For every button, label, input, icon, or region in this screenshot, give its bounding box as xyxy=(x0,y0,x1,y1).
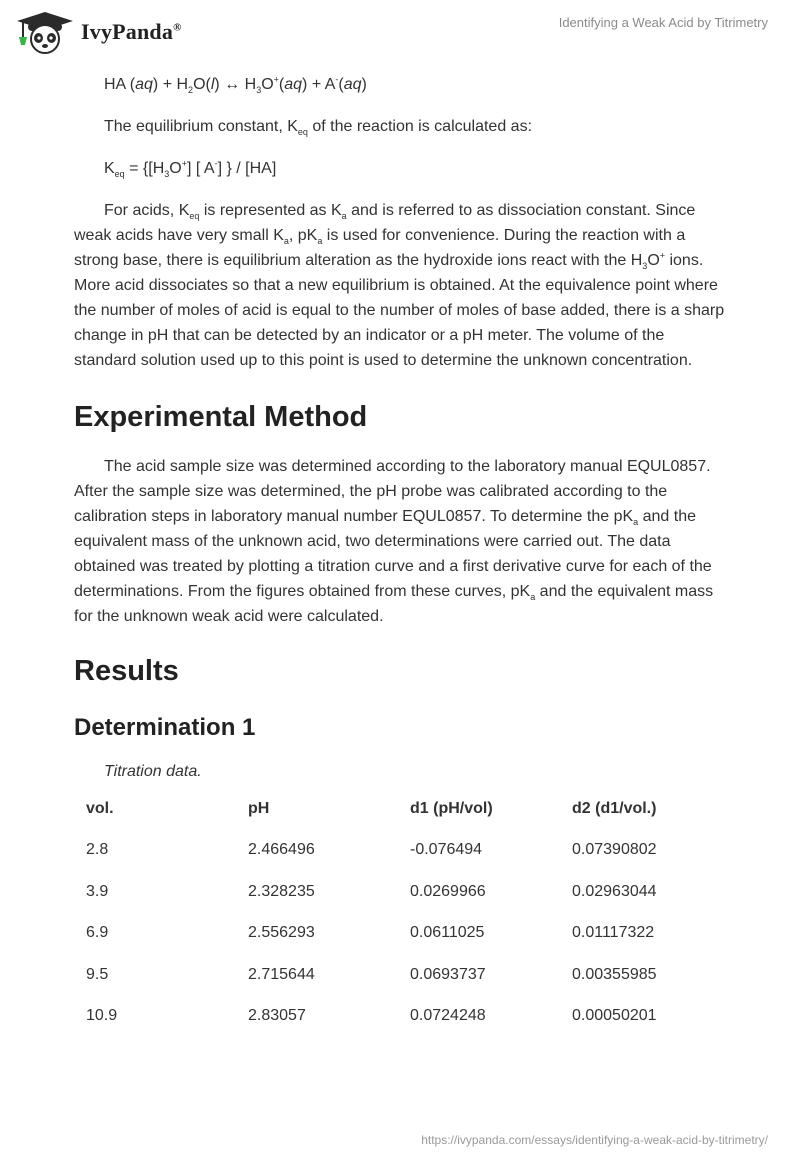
table-row xyxy=(74,830,724,872)
column-header: d1 (pH/vol) xyxy=(410,799,493,817)
table-row xyxy=(74,996,724,1038)
method-paragraph: The acid sample size was determined according to the laboratory manual EQUL0857. After the sample size was determined, the pH probe was calibrated according to the calibration steps in laboratory manual number EQUL0857. To determine the $pK_a$ and the equivalent mass of the unknown acid, two determinations were carried out. The data obtained was treated by plotting a titration curve and a first derivative curve for each of the determinations. From the figures obtained from these curves, $pK_a$ and the equivalent mass for the unknown weak acid were calculated. xyxy=(74,458,714,625)
table-cell: 0.0724248 xyxy=(410,1007,486,1025)
source-url-link[interactable]: https://ivypanda.com/essays/identifying-a-weak-acid-by-titrimetry/ xyxy=(421,1133,768,1147)
panda-logo-icon xyxy=(15,9,75,55)
table-cell: 0.02963044 xyxy=(572,882,657,900)
brand-name: IvyPanda® xyxy=(81,19,182,44)
column-header: pH xyxy=(248,799,270,817)
equilibrium-constant-text: The equilibrium constant, $K_{eq}$ of the reaction is calculated as: xyxy=(104,118,533,138)
document-title: Identifying a Weak Acid by Titrimetry xyxy=(558,15,768,30)
table-cell: 0.0693737 xyxy=(410,965,486,983)
heading-experimental-method: Experimental Method xyxy=(74,401,368,433)
table-row xyxy=(74,954,724,996)
table-cell: 2.715644 xyxy=(248,965,315,983)
table-cell: 9.5 xyxy=(86,965,109,983)
table-cell: 0.01117322 xyxy=(572,924,655,942)
heading-determination-1: Determination 1 xyxy=(74,714,256,741)
table-cell: 10.9 xyxy=(86,1007,118,1025)
table-cell: 6.9 xyxy=(86,924,109,942)
table-cell: 0.00050201 xyxy=(572,1007,657,1025)
table-cell: 0.0269966 xyxy=(410,882,486,900)
column-header: d2 (d1/vol.) xyxy=(572,799,657,817)
heading-results: Results xyxy=(74,655,179,687)
table-cell: 0.07390802 xyxy=(572,841,657,859)
table-caption: Titration data. xyxy=(104,763,202,780)
table-row xyxy=(74,871,724,913)
dissociation-paragraph: For acids, $K_{eq}$ is represented as $K_a$ and is referred to as dissociation constant. Since weak acids have very small $K_a$, $pK_a$ is used for convenience. During the reaction with a strong base, there is equilibrium alteration as the hydroxide ions react with the $H_3O^+$ ions. More acid dissociates so that a new equilibrium is obtained. At the equivalence point where the number of moles of acid is equal to the number of moles of base added, there is a sharp change in pH that can be detected by an indicator or a pH meter. The volume of the standard solution used up to this point is used to determine the unknown concentration. xyxy=(74,202,725,369)
table-cell: 0.00355985 xyxy=(572,965,657,983)
table-cell: 2.8 xyxy=(86,841,109,859)
table-cell: 2.556293 xyxy=(248,924,315,942)
dissociation-equation: HA $(aq) + H_2O(l)$ ↔ $H_3O^+(aq) + A^-(aq)$ xyxy=(104,74,367,96)
equilibrium-constant-equation: $K_{eq} = \{[H_3O^+]$ [ A-] } / [HA] xyxy=(104,158,277,180)
table-header-row xyxy=(74,788,724,830)
table-cell: 2.328235 xyxy=(248,882,315,900)
table-cell: 2.466496 xyxy=(248,841,315,859)
table-cell: 0.0611025 xyxy=(410,924,485,942)
table-row xyxy=(74,913,724,955)
article-body xyxy=(74,72,726,1037)
titration-data-table xyxy=(74,788,724,1037)
registered-mark: ® xyxy=(173,21,182,34)
table-cell: 3.9 xyxy=(86,882,109,900)
site-logo[interactable] xyxy=(15,9,182,55)
table-cell: 2.83057 xyxy=(248,1007,306,1025)
column-header: vol. xyxy=(86,799,114,817)
table-cell: -0.076494 xyxy=(410,841,483,859)
